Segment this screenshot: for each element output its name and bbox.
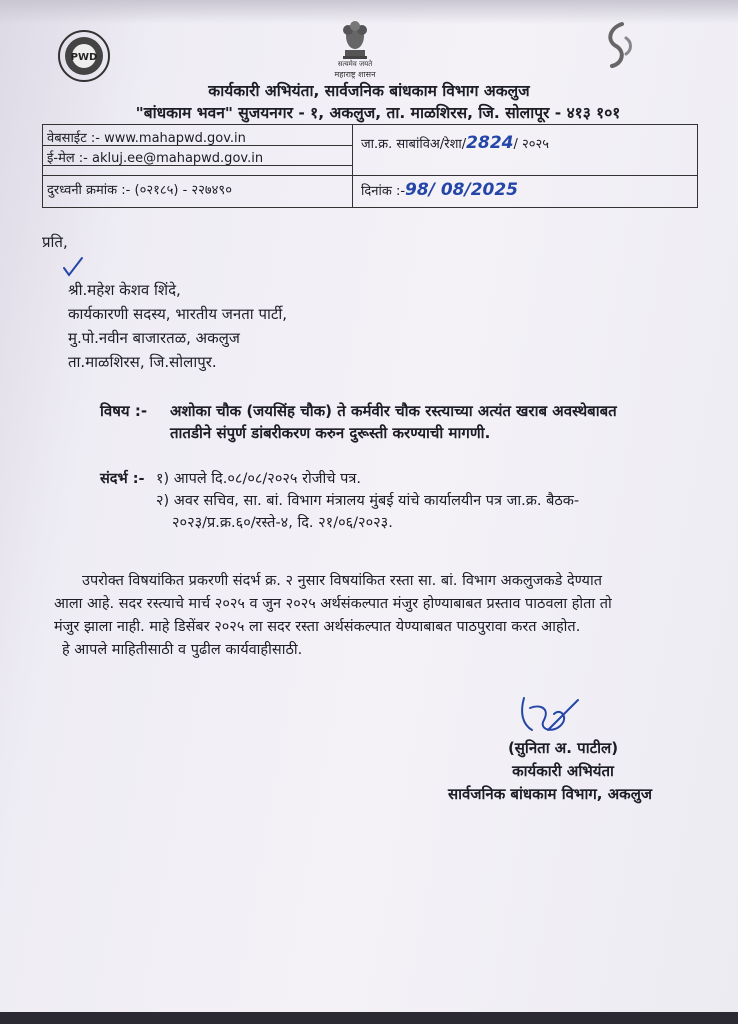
table-divider xyxy=(43,175,698,176)
reference-item-continued: २०२३/प्र.क्र.६०/रस्ते-४, दि. २१/०६/२०२३. xyxy=(172,515,393,531)
body-line: मंजुर झाला नाही. माहे डिसेंबर २०२५ ला सदर रस्ता अर्थसंकल्पात येण्याबाबत पाठपुरावा करत आहोत. xyxy=(54,619,581,635)
pwd-logo-text: PWD xyxy=(70,52,98,63)
recipient-line: श्री.महेश केशव शिंदे, xyxy=(68,281,181,299)
letter-body xyxy=(54,570,714,662)
office-address: "बांधकाम भवन" सुजयनगर - १, अकलुज, ता. माळशिरस, जि. सोलापूर - ४१३ १०१ xyxy=(135,104,621,122)
ref-no-handwritten: 2824 xyxy=(466,133,514,153)
website-text: वेबसाईट :- www.mahapwd.gov.in xyxy=(47,131,246,146)
subject-block xyxy=(100,400,720,444)
references-label: संदर्भ :- xyxy=(100,471,145,487)
checkmark-icon xyxy=(62,256,84,278)
body-line: उपरोक्त विषयांकित प्रकरणी संदर्भ क्र. २ नुसार विषयांकित रस्ता सा. बां. विभाग अकलुजकडे देण्यात xyxy=(82,573,602,589)
emblem-motto: सत्यमेव जयते xyxy=(337,60,373,68)
date-handwritten: 98/ 08/2025 xyxy=(405,180,519,200)
ref-no-label: जा.क्र. साबांविअ/रेशा/ xyxy=(361,137,467,152)
subject-line: अशोका चौक (जयसिंह चौक) ते कर्मवीर चौक रस्त्याच्या अत्यंत खराब अवस्थेबाबत xyxy=(170,402,617,420)
state-emblem-icon xyxy=(331,16,379,64)
recipient-line: मु.पो.नवीन बाजारतळ, अकलुज xyxy=(68,329,240,347)
date-field xyxy=(361,180,518,200)
swirl-logo-icon xyxy=(592,18,648,78)
recipient-line: कार्यकारणी सदस्य, भारतीय जनता पार्टी, xyxy=(68,305,288,323)
email-text: ई-मेल :- akluj.ee@mahapwd.gov.in xyxy=(47,151,264,166)
bottom-border xyxy=(0,1012,738,1024)
ref-no-year: / २०२५ xyxy=(513,137,550,152)
date-label: दिनांक :- xyxy=(361,184,406,199)
phone-text: दुरध्वनी क्रमांक :- (०२१८५) - २२७४९० xyxy=(47,183,232,198)
subject-line: तातडीने संपुर्ण डांबरीकरण करुन दुरूस्ती करण्याची मागणी. xyxy=(170,424,491,442)
body-line: हे आपले माहितीसाठी व पुढील कार्यवाहीसाठी. xyxy=(62,642,303,658)
salutation: प्रति, xyxy=(42,233,68,251)
table-divider xyxy=(352,125,353,207)
signatory-name: (सुनिता अ. पाटील) xyxy=(507,739,619,757)
contact-info-table xyxy=(42,124,698,208)
body-line: आला आहे. सदर रस्त्याचे मार्च २०२५ व जुन २०२५ अर्थसंकल्पात मंजुर होण्याबाबत प्रस्ताव पाठवला होता तो xyxy=(54,596,612,612)
pwd-logo-icon xyxy=(52,28,116,84)
recipient-line: ता.माळशिरस, जि.सोलापुर. xyxy=(68,353,217,371)
signatory-department: सार्वजनिक बांधकाम विभाग, अकलुज xyxy=(447,785,653,803)
emblem-state: महाराष्ट्र शासन xyxy=(334,70,376,79)
reference-item: २) अवर सचिव, सा. बां. विभाग मंत्रालय मुंबई यांचे कार्यालयीन पत्र जा.क्र. बैठक- xyxy=(156,493,580,509)
references-block xyxy=(100,468,720,534)
office-title: कार्यकारी अभियंता, सार्वजनिक बांधकाम विभाग अकलुज xyxy=(208,82,530,100)
subject-label: विषय :- xyxy=(100,402,148,420)
reference-item: १) आपले दि.०८/०८/२०२५ रोजीचे पत्र. xyxy=(156,471,361,487)
signatory-title: कार्यकारी अभियंता xyxy=(512,762,614,780)
reference-number xyxy=(361,133,549,153)
